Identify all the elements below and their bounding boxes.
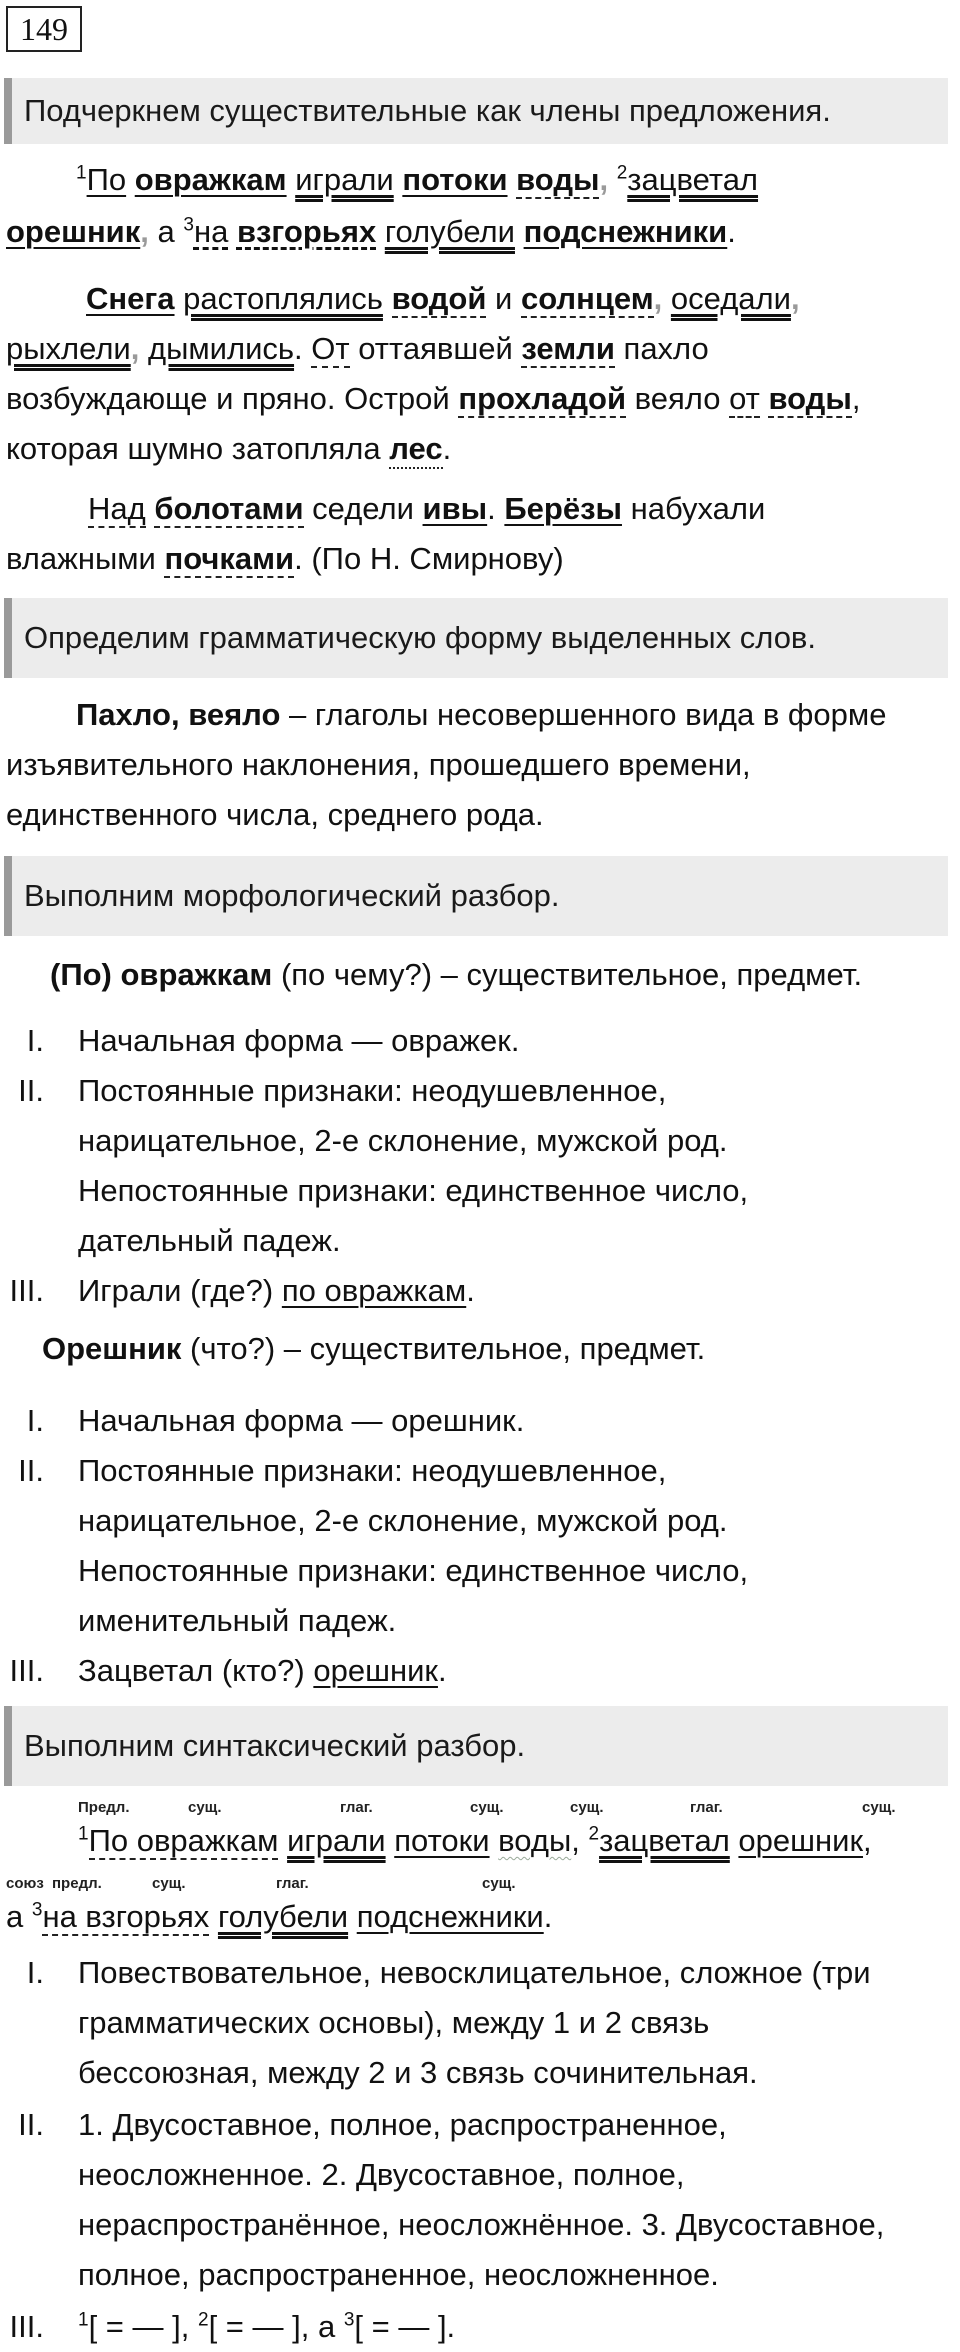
- sentence-line: [6, 154, 950, 206]
- section-title: Выполним синтаксический разбор.: [24, 1728, 526, 1763]
- word-noun: почками: [164, 541, 295, 576]
- word-noun: подснежники: [523, 214, 728, 249]
- text-sentence-1: [6, 154, 950, 258]
- word-noun: воды: [516, 162, 600, 197]
- syntax-sentence-line-2: [6, 1892, 950, 1942]
- pos-tag: глаг.: [340, 1799, 373, 1816]
- list-text: 1. Двусоставное, полное, распространенное,: [78, 2107, 727, 2142]
- clause-number: 3: [343, 2309, 355, 2331]
- word-verb: голубели: [384, 214, 515, 249]
- roman-number: III.: [9, 1273, 44, 1308]
- list-text: Непостоянные признаки: единственное число,: [78, 1173, 749, 1208]
- sentence-line: Снега растоплялись водой и солнцем, оседали,: [86, 281, 800, 316]
- pos-tag: сущ.: [482, 1875, 516, 1892]
- text: – глаголы несовершенного вида в форме: [280, 697, 887, 732]
- clause-number: 3: [183, 214, 194, 236]
- word: а: [157, 214, 175, 249]
- pos-tag: глаг.: [690, 1799, 723, 1816]
- section-banner-morphology: [4, 856, 948, 936]
- sentence-line: Над болотами седели ивы. Берёзы набухали: [88, 491, 766, 526]
- word-noun: потоки: [394, 1823, 490, 1858]
- clause-number: 2: [588, 1823, 600, 1845]
- roman-number: III.: [9, 1653, 44, 1688]
- word-noun: орешник: [6, 214, 141, 249]
- morph-heading-2: [6, 1324, 960, 1374]
- grammar-line: [6, 690, 950, 740]
- list-text: Повествовательное, невосклицательное, сложное (три: [78, 1955, 871, 1990]
- grammar-line: единственного числа, среднего рода.: [6, 797, 544, 832]
- word: пахло: [623, 331, 709, 366]
- pos-tag: сущ.: [470, 1799, 504, 1816]
- task-number: 149: [6, 6, 82, 52]
- roman-number: I.: [26, 1023, 44, 1058]
- preposition: По: [86, 162, 127, 197]
- clause-number: 2: [616, 162, 628, 184]
- phrase: на взгорьях: [42, 1899, 210, 1934]
- word: седели: [312, 491, 414, 526]
- list-text: грамматических основы), между 1 и 2 связь: [78, 2005, 710, 2040]
- word-verb: зацветал: [599, 1823, 730, 1858]
- text: (по чему?) – существительное, предмет.: [272, 957, 863, 992]
- section-banner-grammar: [4, 598, 948, 678]
- sentence-scheme: [78, 2302, 948, 2352]
- word: веяло: [634, 381, 721, 416]
- text: .: [466, 1273, 475, 1308]
- comma: ,: [863, 1823, 872, 1858]
- pos-tag: союз: [6, 1875, 44, 1892]
- pos-tag: глаг.: [276, 1875, 309, 1892]
- word: и: [495, 281, 513, 316]
- roman-number: III.: [9, 2309, 44, 2344]
- text-sentence-2: [6, 274, 950, 474]
- section-banner-underline: [4, 78, 948, 144]
- word-noun: земли: [521, 331, 615, 366]
- scheme-part: [ = — ].: [354, 2309, 456, 2344]
- word: набухали: [630, 491, 766, 526]
- word-noun: воды: [768, 381, 852, 416]
- list-text: [78, 1266, 948, 1316]
- word-noun: орешник: [738, 1823, 864, 1858]
- pos-tag: сущ.: [570, 1799, 604, 1816]
- word-noun: потоки: [402, 162, 508, 197]
- text: Играли (где?): [78, 1273, 282, 1308]
- sentence-line: влажными почками. (По Н. Смирнову): [6, 541, 564, 576]
- section-title: Определим грамматическую форму выделенных слов.: [24, 620, 817, 655]
- word-noun: прохладой: [458, 381, 627, 416]
- list-text: нераспространённое, неосложнённое. 3. Двусоставное,: [78, 2207, 885, 2242]
- list-text: Начальная форма — орешник.: [78, 1403, 525, 1438]
- pos-tag: предл.: [52, 1875, 102, 1892]
- highlighted-words: Пахло, веяло: [76, 697, 281, 732]
- pos-tag: сущ.: [152, 1875, 186, 1892]
- scheme-part: [ = — ], а: [208, 2309, 344, 2344]
- roman-number: I.: [26, 1403, 44, 1438]
- text: (что?) – существительное, предмет.: [181, 1331, 706, 1366]
- period: .: [543, 1899, 553, 1934]
- roman-number: I.: [26, 1955, 44, 1990]
- word-noun: ивы: [422, 491, 488, 526]
- underlined-phrase: орешник: [313, 1653, 438, 1688]
- preposition: Над: [88, 491, 146, 526]
- syntax-sentence-line-1: [6, 1816, 960, 1866]
- list-text: неосложненное. 2. Двусоставное, полное,: [78, 2157, 685, 2192]
- word-verb: дымились: [147, 331, 295, 366]
- underlined-phrase: по овражкам: [281, 1273, 467, 1308]
- list-text: дательный падеж.: [78, 1223, 341, 1258]
- roman-number: II.: [18, 1453, 44, 1488]
- section-banner-syntax: [4, 1706, 948, 1786]
- text: .: [437, 1653, 447, 1688]
- word: которая шумно затопляла: [6, 431, 381, 466]
- morph-heading-1: [6, 950, 960, 1000]
- text-sentence-3: [6, 484, 950, 584]
- word-verb: растоплялись: [183, 281, 383, 316]
- section-title: Подчеркнем существительные как члены предложения.: [24, 93, 831, 128]
- word: влажными: [6, 541, 156, 576]
- preposition: от: [729, 381, 760, 416]
- comma: ,: [571, 1823, 580, 1858]
- word-verb: рыхлели: [6, 331, 131, 366]
- conjunction: а: [6, 1899, 24, 1934]
- section-title: Выполним морфологический разбор.: [24, 878, 560, 913]
- word-noun: лес: [389, 431, 442, 469]
- word-bold: Орешник: [42, 1331, 182, 1366]
- word-verb: играли: [287, 1823, 386, 1858]
- roman-number: II.: [18, 2107, 44, 2142]
- pos-tag: сущ.: [862, 1799, 896, 1816]
- preposition: на: [193, 214, 229, 249]
- word-noun: болотами: [154, 491, 304, 526]
- pos-tag: сущ.: [188, 1799, 222, 1816]
- word-noun: взгорьях: [236, 214, 377, 249]
- word-noun: подснежники: [356, 1899, 544, 1934]
- word: оттаявшей: [358, 331, 513, 366]
- clause-number: 1: [76, 162, 87, 184]
- sentence-line: возбуждающе и пряно. Острой прохладой веяло от воды,: [6, 381, 861, 416]
- source-attribution: (По Н. Смирнову): [311, 541, 564, 576]
- clause-number: 3: [31, 1899, 43, 1921]
- list-text: бессоюзная, между 2 и 3 связь сочинительная.: [78, 2055, 758, 2090]
- list-text: именительный падеж.: [78, 1603, 397, 1638]
- sentence-line: орешник, а $^3$на взгорьях голубели подснежники.: [6, 214, 736, 249]
- word: возбуждающе и пряно. Острой: [6, 381, 450, 416]
- word-verb: играли: [295, 162, 394, 197]
- word-noun: водой: [391, 281, 487, 316]
- sentence-line: рыхлели, дымились. От оттаявшей земли пахло: [6, 331, 709, 366]
- list-text: полное, распространенное, неосложненное.: [78, 2257, 719, 2292]
- period: .: [294, 331, 303, 366]
- word-bold: (По) овражкам: [50, 957, 273, 992]
- roman-number: II.: [18, 1073, 44, 1108]
- word-verb: зацветал: [627, 162, 759, 197]
- word-verb: оседали: [670, 281, 791, 316]
- text: Зацветал (кто?): [78, 1653, 314, 1688]
- list-text: нарицательное, 2-е склонение, мужской род.: [78, 1123, 728, 1158]
- list-text: Начальная форма — овражек.: [78, 1023, 520, 1058]
- phrase: По овражкам: [88, 1823, 279, 1858]
- comma: ,: [599, 162, 609, 197]
- grammar-line: изъявительного наклонения, прошедшего времени,: [6, 747, 751, 782]
- clause-number: 1: [78, 1823, 89, 1845]
- word-noun: овражкам: [134, 162, 287, 197]
- word-noun: солнцем: [521, 281, 654, 316]
- list-text: нарицательное, 2-е склонение, мужской род.: [78, 1503, 728, 1538]
- list-text: [78, 1646, 948, 1696]
- grammar-explanation: [6, 690, 950, 840]
- list-text: Постоянные признаки: неодушевленное,: [78, 1073, 667, 1108]
- sentence-line: которая шумно затопляла лес.: [6, 424, 950, 474]
- preposition: От: [311, 331, 350, 366]
- word-verb: голубели: [217, 1899, 349, 1934]
- word-noun: воды: [498, 1823, 572, 1858]
- clause-number: 1: [78, 2309, 89, 2331]
- scheme-part: [ = — ],: [88, 2309, 198, 2344]
- list-text: Непостоянные признаки: единственное число,: [78, 1553, 749, 1588]
- period: .: [727, 214, 736, 249]
- word-noun: Снега: [86, 281, 175, 316]
- word-noun: Берёзы: [504, 491, 622, 526]
- clause-number: 2: [197, 2309, 209, 2331]
- list-text: Постоянные признаки: неодушевленное,: [78, 1453, 667, 1488]
- pos-tag: Предл.: [78, 1799, 130, 1816]
